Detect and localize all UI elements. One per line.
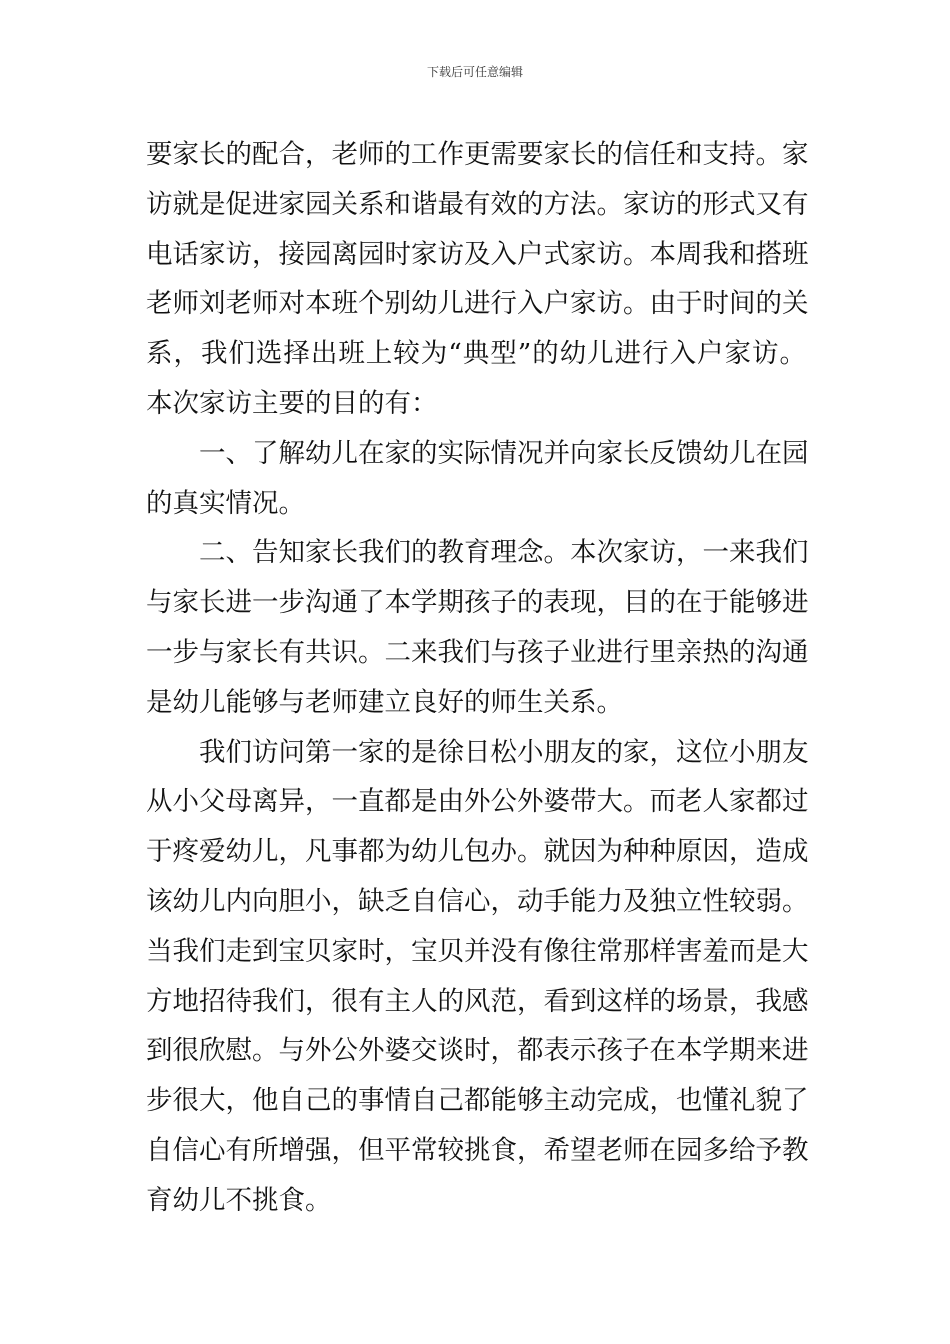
text-line: 要家长的配合，老师的工作更需要家长的信任和支持。家 [146,139,809,170]
text-line: 二、告知家长我们的教育理念。本次家访，一来我们 [199,537,809,569]
document-body [146,130,809,1226]
text-line: 方地招待我们，很有主人的风范，看到这样的场景，我感 [146,985,809,1017]
text-line: 的真实情况。 [146,487,305,519]
paragraph [146,130,809,429]
text-line: 育幼儿不挑食。 [146,1184,332,1216]
text-line: 于疼爱幼儿，凡事都为幼儿包办。就因为种种原因，造成 [146,836,809,868]
text-line: 与家长进一步沟通了本学期孩子的表现，目的在于能够进 [146,587,809,619]
text-line: 自信心有所增强，但平常较挑食，希望老师在园多给予教 [146,1134,809,1166]
text-line: 我们访问第一家的是徐日松小朋友的家，这位小朋友 [199,736,809,768]
text-line: 是幼儿能够与老师建立良好的师生关系。 [146,686,623,718]
text-line: 本次家访主要的目的有： [146,387,438,419]
text-line: 从小父母离异，一直都是由外公外婆带大。而老人家都过 [146,786,809,818]
paragraph [146,429,809,529]
text-line: 老师刘老师对本班个别幼儿进行入户家访。由于时间的关 [146,288,809,320]
text-line: 步很大，他自己的事情自己都能够主动完成，也懂礼貌了 [146,1085,809,1117]
paragraph [146,728,809,1226]
text-line: 访就是促进家园关系和谐最有效的方法。家访的形式又有 [146,188,809,220]
text-line: 一步与家长有共识。二来我们与孩子业进行里亲热的沟通 [146,636,809,668]
text-line: 到很欣慰。与外公外婆交谈时，都表示孩子在本学期来进 [146,1035,809,1067]
text-line: 一、了解幼儿在家的实际情况并向家长反馈幼儿在园 [199,437,809,469]
text-line: 电话家访，接园离园时家访及入户式家访。本周我和搭班 [146,238,809,270]
text-line: 系，我们选择出班上较为“典型”的幼儿进行入户家访。 [146,338,806,370]
text-line: 该幼儿内向胆小，缺乏自信心，动手能力及独立性较弱。 [146,885,809,917]
text-line: 当我们走到宝贝家时，宝贝并没有像往常那样害羞而是大 [146,935,809,967]
page-header-note: 下载后可任意编辑 [426,65,523,79]
paragraph [146,528,809,727]
